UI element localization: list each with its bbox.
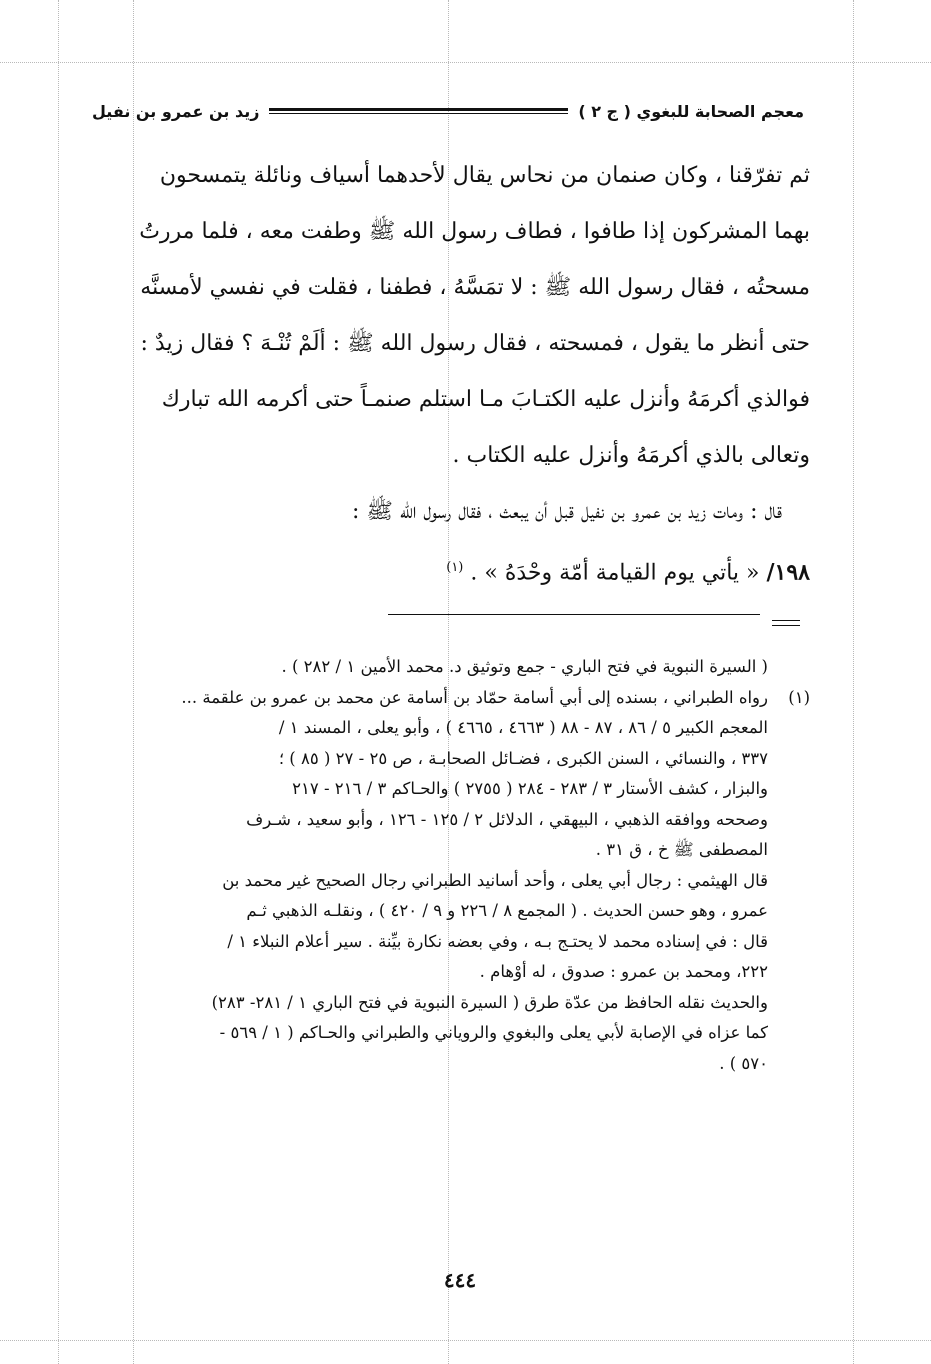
footnote-line: ٣٣٧ ، والنسائي ، السنن الكبرى ، فضـائل الصحابـة ، ص ٢٥ - ٢٧ ( ٨٥ ) ؛ — [278, 748, 768, 768]
footnote-line: والحديث نقله الحافظ من عدّة طرق ( السيرة النبوية في فتح الباري ١ / ٢٨١- ٢٨٣) — [211, 992, 768, 1012]
dotted-guide — [0, 1340, 931, 1341]
footnote-line: قال الهيثمي : رجال أبي يعلى ، وأحد أسانيد الطبراني رجال الصحيح غير محمد بن — [222, 870, 768, 890]
header-book-title: معجم الصحابة للبغوي ( ج ٢ ) — [578, 101, 804, 121]
footnote-line: عمرو ، وهو حسن الحديث . ( المجمع ٨ / ٢٢٦ و ٩ / ٤٢٠ ) ، ونقلـه الذهبي ثـم — [246, 901, 768, 920]
footnote-source: ( السيرة النبوية في فتح الباري - جمع وتوثيق د. محمد الأمين ١ / ٢٨٢ ) . — [281, 657, 768, 676]
text-line: ثم تفرّقنا ، وكان صنمان من نحاس يقال لأحدهما أسياف ونائلة يتمسحون — [159, 163, 810, 188]
footnote-number: (١) — [788, 687, 810, 707]
footnote-line: قال : في إسناده محمد لا يحتـج بـه ، وفي بعضه نكارة بيِّنة . سير أعلام النبلاء ١ / — [227, 931, 768, 951]
footnote-body — [90, 683, 768, 1080]
dotted-guide — [853, 0, 854, 1364]
footnote-line: وصححه ووافقه الذهبي ، البيهقي ، الدلائل ٢ / ١٢٥ - ١٢٦ ، وأبو سعيد ، شـرف — [246, 809, 768, 829]
text-line: فوالذي أكرمَهُ وأنزل عليه الكتـابَ مـا استلم صنمـاً حتى أكرمه الله تبارك — [161, 387, 810, 412]
footnote-line: والبزار ، كشف الأستار ٣ / ٢٨٣ - ٢٨٤ ( ٢٧٥٥ ) والحـاكم ٣ / ٢١٦ - ٢١٧ — [292, 779, 768, 798]
margin-reference: ١٩٨/ — [766, 559, 810, 586]
footnote-line: ٢٢٢، ومحمد بن عمرو : صدوق ، له أوْهام . — [479, 962, 768, 981]
text-line: وتعالى بالذي أكرمَهُ وأنزل عليه الكتاب . — [452, 443, 810, 468]
header-chapter-title: زيد بن عمرو بن نفيل — [92, 101, 260, 121]
double-rule-mark — [772, 620, 800, 626]
text-line: مسحتُه ، فقال رسول الله ﷺ : لا تمَسَّهُ ، فطفنا ، فقلت في نفسي لأمسنَّه — [140, 275, 810, 300]
text-line: بهما المشركون إذا طافوا ، فطاف رسول الله ﷺ وطفت معه ، فلما مررتُ — [139, 219, 810, 244]
dotted-guide — [0, 62, 931, 63]
running-header — [92, 96, 804, 126]
footnotes — [90, 652, 810, 1079]
text-line: حتى أنظر ما يقول ، فمسحته ، فقال رسول الله ﷺ : ألَمْ تُنْـهَ ؟ فقال زيدٌ : — [140, 331, 810, 356]
footnote-line: المصطفى ﷺ خ ، ق ٣١ . — [595, 840, 768, 859]
main-text — [92, 148, 810, 601]
text-line: قال : ومات زيد بن عمرو بن نفيل قبل أن يبعث ، فقال رسول الله ﷺ : — [351, 499, 782, 524]
footnote-line: رواه الطبراني ، بسنده إلى أبي أسامة حمّاد بن أسامة عن محمد بن عمرو بن علقمة ... — [181, 687, 768, 707]
footnote-divider — [388, 614, 760, 615]
footnote-marker: (١) — [446, 560, 464, 575]
page-number: ٤٤٤ — [443, 1268, 477, 1292]
dotted-guide — [58, 0, 59, 1364]
header-rule — [269, 108, 568, 114]
footnote-1 — [90, 683, 810, 1080]
footnote-line: المعجم الكبير ٥ / ٨٦ ، ٨٧ - ٨٨ ( ٤٦٦٣ ، ٤٦٦٥ ) ، وأبو يعلى ، المسند ١ / — [278, 718, 768, 737]
hadith-quote: « يأتي يوم القيامة أمّة وحْدَهُ » . — [470, 560, 760, 586]
footnote-line: ٥٧٠ ) . — [719, 1053, 768, 1073]
text-line-with-ref — [92, 540, 810, 601]
footnote-line: كما عزاه في الإصابة لأبي يعلى والبغوي والروياني والطبراني والحـاكم ( ١ / ٥٦٩ - — [219, 1023, 768, 1042]
